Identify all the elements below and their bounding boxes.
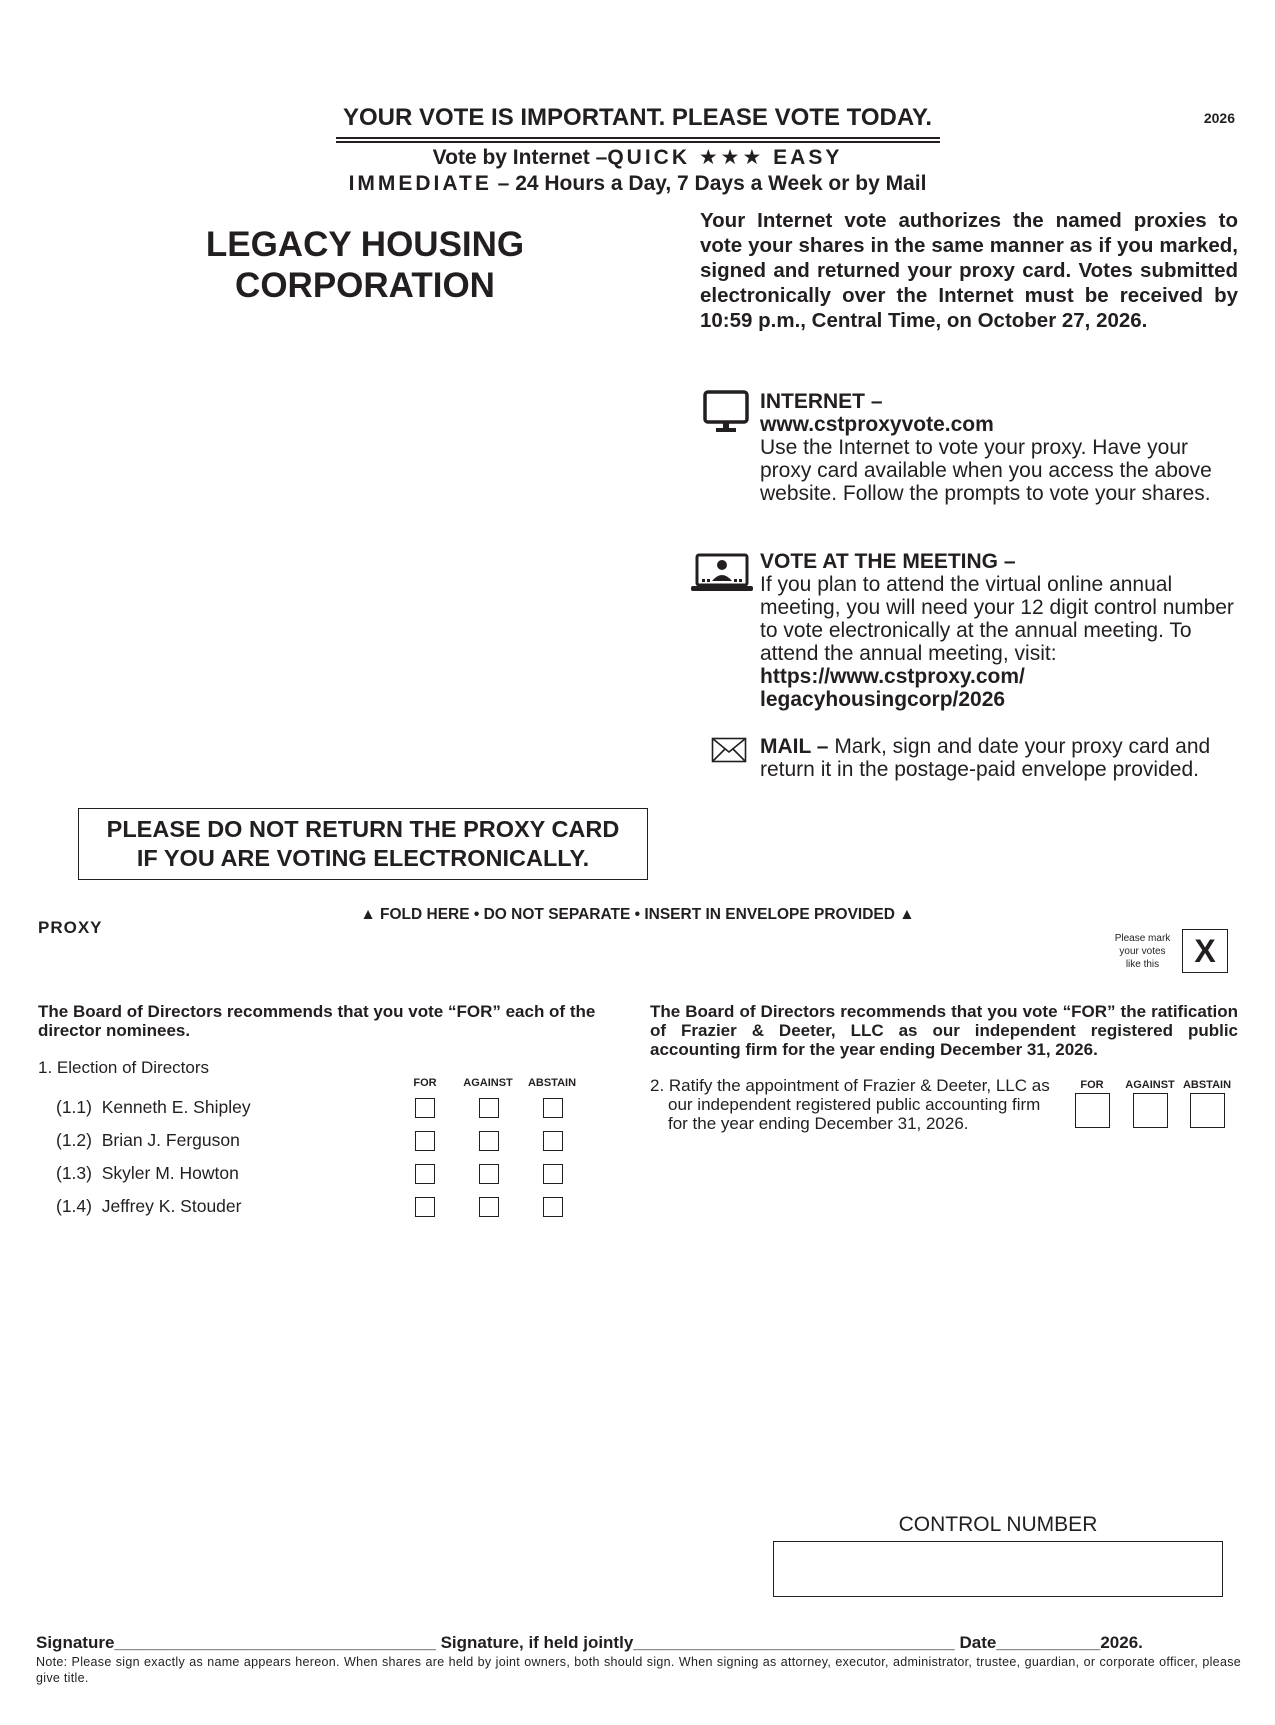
proposal2-recommendation: The Board of Directors recommends that you vote “FOR” the ratification of Frazier & Deeter, LLC as our independent registered public accounting firm for the year ending December 31, 2026. (650, 1002, 1238, 1059)
date-year: 2026. (1100, 1633, 1143, 1652)
company-name-line1: LEGACY HOUSING (205, 225, 525, 264)
fold-instruction: ▲ FOLD HERE • DO NOT SEPARATE • INSERT IN ENVELOPE PROVIDED ▲ (360, 906, 915, 923)
against-checkbox[interactable] (479, 1164, 499, 1184)
proposal2-text (650, 1076, 1070, 1133)
for-checkbox[interactable] (415, 1197, 435, 1217)
proxy-label: PROXY (38, 918, 103, 937)
nominee-number: (1.4) (56, 1196, 92, 1216)
immediate-text: IMMEDIATE (348, 172, 492, 195)
nominee-name: Jeffrey K. Stouder (101, 1196, 242, 1216)
ratify-abstain-checkbox[interactable] (1190, 1093, 1225, 1128)
nominee-number: (1.3) (56, 1163, 92, 1183)
abstain-checkbox[interactable] (543, 1098, 563, 1118)
meeting-title: VOTE AT THE MEETING – (760, 550, 1016, 573)
signing-note: Note: Please sign exactly as name appears hereon. When shares are held by joint owners, both should sign. When signing as attorney, executor, administrator, trustee, guardian, or corporate officer, please give title. (36, 1655, 1241, 1685)
internet-url[interactable]: www.cstproxyvote.com (760, 413, 994, 436)
against-checkbox[interactable] (479, 1098, 499, 1118)
mark-hint-line2: your votes (1119, 946, 1166, 957)
mark-hint-line3: like this (1125, 959, 1160, 970)
envelope-icon (711, 737, 747, 763)
internet-instructions: Use the Internet to vote your proxy. Have your proxy card available when you access the above website. Follow the prompts to vote your shares. (760, 436, 1212, 505)
column-for: FOR (1080, 1079, 1104, 1091)
nominee-row (56, 1097, 251, 1118)
ratify-against-checkbox[interactable] (1133, 1093, 1168, 1128)
column-against: AGAINST (463, 1077, 513, 1089)
nominee-number: (1.1) (56, 1097, 92, 1117)
signature-line: Signature__________________________________ Signature, if held jointly__________________________________ Date___________2026. (36, 1633, 1143, 1652)
against-checkbox[interactable] (479, 1197, 499, 1217)
nominee-row (56, 1130, 240, 1151)
column-for: FOR (413, 1077, 437, 1089)
mark-hint-line1: Please mark (1114, 933, 1171, 944)
internet-title: INTERNET – (760, 390, 883, 413)
mail-title: MAIL – (760, 735, 829, 758)
nominee-row (56, 1196, 241, 1217)
meeting-method (760, 550, 1240, 711)
company-name (140, 224, 590, 306)
notice-line1: PLEASE DO NOT RETURN THE PROXY CARD (106, 816, 620, 842)
heading-rule (336, 141, 940, 143)
mark-example-box: X (1182, 929, 1228, 973)
nominee-name: Brian J. Ferguson (101, 1130, 240, 1150)
hours-text: – 24 Hours a Day, 7 Days a Week or by Mail (491, 172, 927, 195)
do-not-return-notice (78, 808, 648, 880)
year-label: 2026 (1203, 110, 1235, 126)
internet-authorization-text: Your Internet vote authorizes the named proxies to vote your shares in the same manner as if you marked, signed and returned your proxy card. Votes submitted electronically over the Internet must be received by 10:59 p.m., Central Time, on October 27, 2026. (700, 209, 1238, 332)
nominee-number: (1.2) (56, 1130, 92, 1150)
ratify-for-checkbox[interactable] (1075, 1093, 1110, 1128)
abstain-checkbox[interactable] (543, 1131, 563, 1151)
company-name-line2: CORPORATION (235, 266, 495, 305)
internet-method (760, 390, 1240, 505)
signature-label: Signature (36, 1633, 115, 1652)
for-checkbox[interactable] (415, 1164, 435, 1184)
heading-rule (336, 137, 940, 139)
column-against: AGAINST (1125, 1079, 1175, 1091)
nominee-name: Kenneth E. Shipley (101, 1097, 251, 1117)
laptop-meeting-icon (690, 553, 754, 593)
abstain-checkbox[interactable] (543, 1197, 563, 1217)
vote-important-heading: YOUR VOTE IS IMPORTANT. PLEASE VOTE TODAY. (343, 104, 932, 131)
proposal1-recommendation: The Board of Directors recommends that you vote “FOR” each of the director nominees. (38, 1002, 596, 1040)
column-abstain: ABSTAIN (1182, 1079, 1232, 1091)
against-checkbox[interactable] (479, 1131, 499, 1151)
vote-by-internet-text: Vote by Internet – (432, 146, 608, 169)
nominee-row (56, 1163, 239, 1184)
vote-by-internet-line (0, 145, 1275, 170)
notice-line2: IF YOU ARE VOTING ELECTRONICALLY. (136, 845, 590, 871)
quick-easy-text: QUICK ★★★ EASY (607, 146, 843, 169)
mark-hint (1095, 932, 1190, 971)
proposal2-line2: our independent registered public accounting firm (668, 1095, 1041, 1114)
for-checkbox[interactable] (415, 1098, 435, 1118)
for-checkbox[interactable] (415, 1131, 435, 1151)
abstain-checkbox[interactable] (543, 1164, 563, 1184)
nominee-name: Skyler M. Howton (101, 1163, 239, 1183)
mail-instructions: Mark, sign and date your proxy card and return it in the postage-paid envelope provided. (760, 735, 1211, 781)
column-abstain: ABSTAIN (527, 1077, 577, 1089)
meeting-url[interactable]: https://www.cstproxy.com/ legacyhousingcorp/2026 (760, 665, 1025, 711)
joint-signature-label: Signature, if held jointly (440, 1633, 634, 1652)
control-number-box (773, 1541, 1223, 1597)
proposal2-line1: 2. Ratify the appointment of Frazier & Deeter, LLC as (650, 1076, 1050, 1095)
control-number-label: CONTROL NUMBER (898, 1513, 1098, 1536)
immediate-line (0, 172, 1275, 196)
mail-method (760, 735, 1240, 781)
date-label: Date (959, 1633, 997, 1652)
meeting-instructions: If you plan to attend the virtual online annual meeting, you will need your 12 digit control number to vote electronically at the annual meeting. To attend the annual meeting, visit: (760, 573, 1234, 665)
election-title: 1. Election of Directors (38, 1058, 210, 1077)
computer-monitor-icon (703, 390, 749, 434)
proposal2-line3: for the year ending December 31, 2026. (668, 1114, 969, 1133)
